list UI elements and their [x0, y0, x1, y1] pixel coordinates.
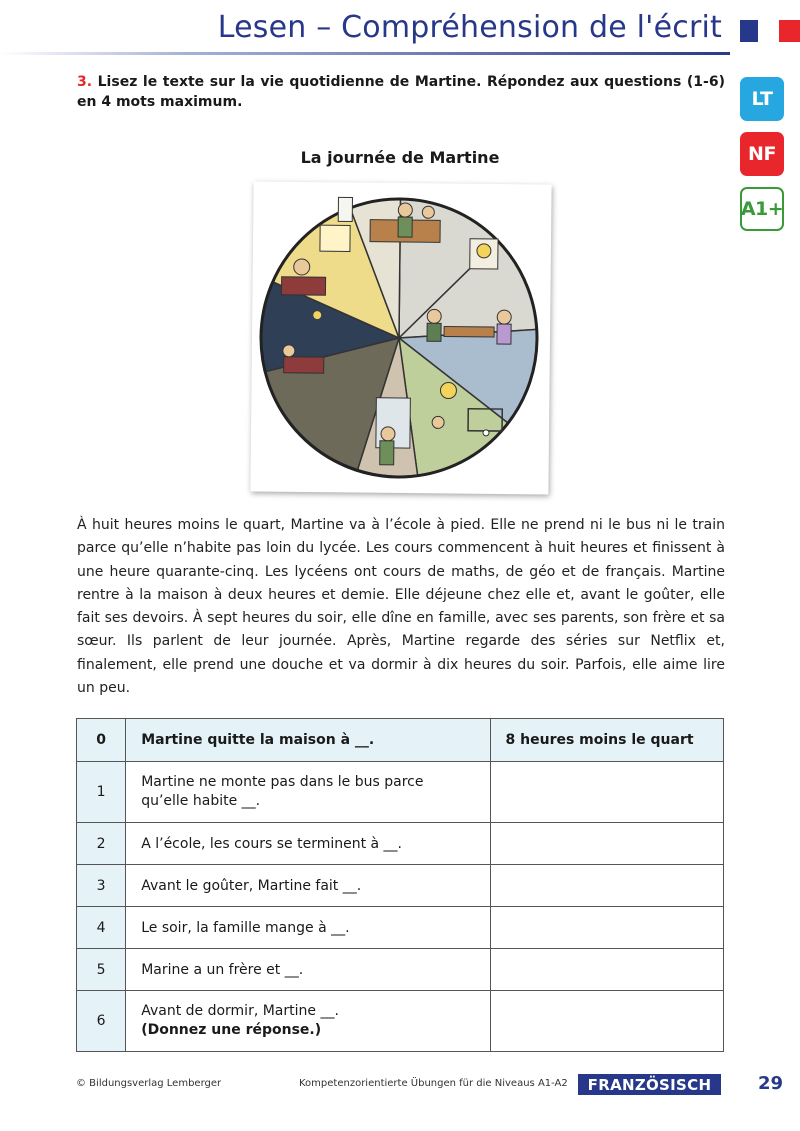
daily-routine-illustration — [250, 181, 551, 494]
badge-lt: LT — [740, 77, 784, 121]
answer-field[interactable] — [490, 949, 723, 991]
answer-field[interactable] — [490, 865, 723, 907]
question-cell: Marine a un frère et __. — [126, 949, 490, 991]
question-row-2 — [77, 823, 724, 865]
question-hint: (Donnez une réponse.) — [141, 1022, 322, 1038]
question-cell — [126, 991, 490, 1052]
page-number: 29 — [758, 1073, 784, 1094]
question-row-5 — [77, 949, 724, 991]
badge-level-a1-plus: A1+ — [740, 187, 784, 231]
question-row-3 — [77, 865, 724, 907]
answer-cell: 8 heures moins le quart — [490, 719, 723, 762]
question-cell: Martine quitte la maison à __. — [126, 719, 490, 762]
question-line: qu’elle habite __. — [141, 793, 261, 809]
example-row — [77, 719, 724, 762]
answer-field[interactable] — [490, 762, 723, 823]
row-number: 1 — [77, 762, 126, 823]
header-rule — [0, 52, 730, 55]
question-line: Avant de dormir, Martine __. — [141, 1003, 339, 1019]
row-number: 6 — [77, 991, 126, 1052]
question-row-1 — [77, 762, 724, 823]
row-number: 3 — [77, 865, 126, 907]
footer-subject-banner: FRANZÖSISCH — [578, 1074, 721, 1095]
page-header-title: Lesen – Compréhension de l'écrit — [217, 10, 722, 45]
questions-table — [76, 718, 724, 1052]
question-cell: Avant le goûter, Martine fait __. — [126, 865, 490, 907]
footer-publisher: © Bildungsverlag Lemberger — [76, 1078, 222, 1089]
reading-passage: À huit heures moins le quart, Martine va à l’école à pied. Elle ne prend ni le bus ni le train parce qu’elle n’habite pas loin du lycée. Les cours commencent à huit heures et finissent à une heure quarante-cinq. Les lycéens ont cours de maths, de géo et de français. Martine rentre à la maison à deux heures et demie. Elle déjeune chez elle et, avant le goûter, elle fait ses devoirs. À sept heures du soir, elle dîne en famille, avec ses parents, son frère et sa sœur. Ils parlent de leur journée. Après, Martine regarde des séries sur Netflix et, finalement, elle prend une douche et va dormir à dix heures du soir. Parfois, elle aime lire un peu. — [77, 517, 725, 697]
question-line: Martine ne monte pas dans le bus parce — [141, 774, 424, 790]
flag-red-stripe-icon — [779, 20, 800, 42]
footer-series: Kompetenzorientierte Übungen für die Niveaus A1-A2 — [299, 1078, 568, 1089]
badge-nf: NF — [740, 132, 784, 176]
clock-pie-drawing — [250, 181, 551, 494]
answer-field[interactable] — [490, 823, 723, 865]
row-number: 5 — [77, 949, 126, 991]
row-number: 2 — [77, 823, 126, 865]
question-row-6 — [77, 991, 724, 1052]
row-number: 4 — [77, 907, 126, 949]
question-cell — [126, 762, 490, 823]
text-title: La journée de Martine — [300, 148, 500, 167]
question-cell: A l’école, les cours se terminent à __. — [126, 823, 490, 865]
question-row-4 — [77, 907, 724, 949]
exercise-instruction — [77, 72, 725, 112]
question-cell: Le soir, la famille mange à __. — [126, 907, 490, 949]
answer-field[interactable] — [490, 907, 723, 949]
exercise-number: 3. — [77, 74, 93, 90]
flag-blue-stripe-icon — [740, 20, 758, 42]
answer-field[interactable] — [490, 991, 723, 1052]
row-number: 0 — [77, 719, 126, 762]
instruction-text: Lisez le texte sur la vie quotidienne de Martine. Répondez aux questions (1-6) en 4 mots maximum. — [77, 74, 725, 110]
